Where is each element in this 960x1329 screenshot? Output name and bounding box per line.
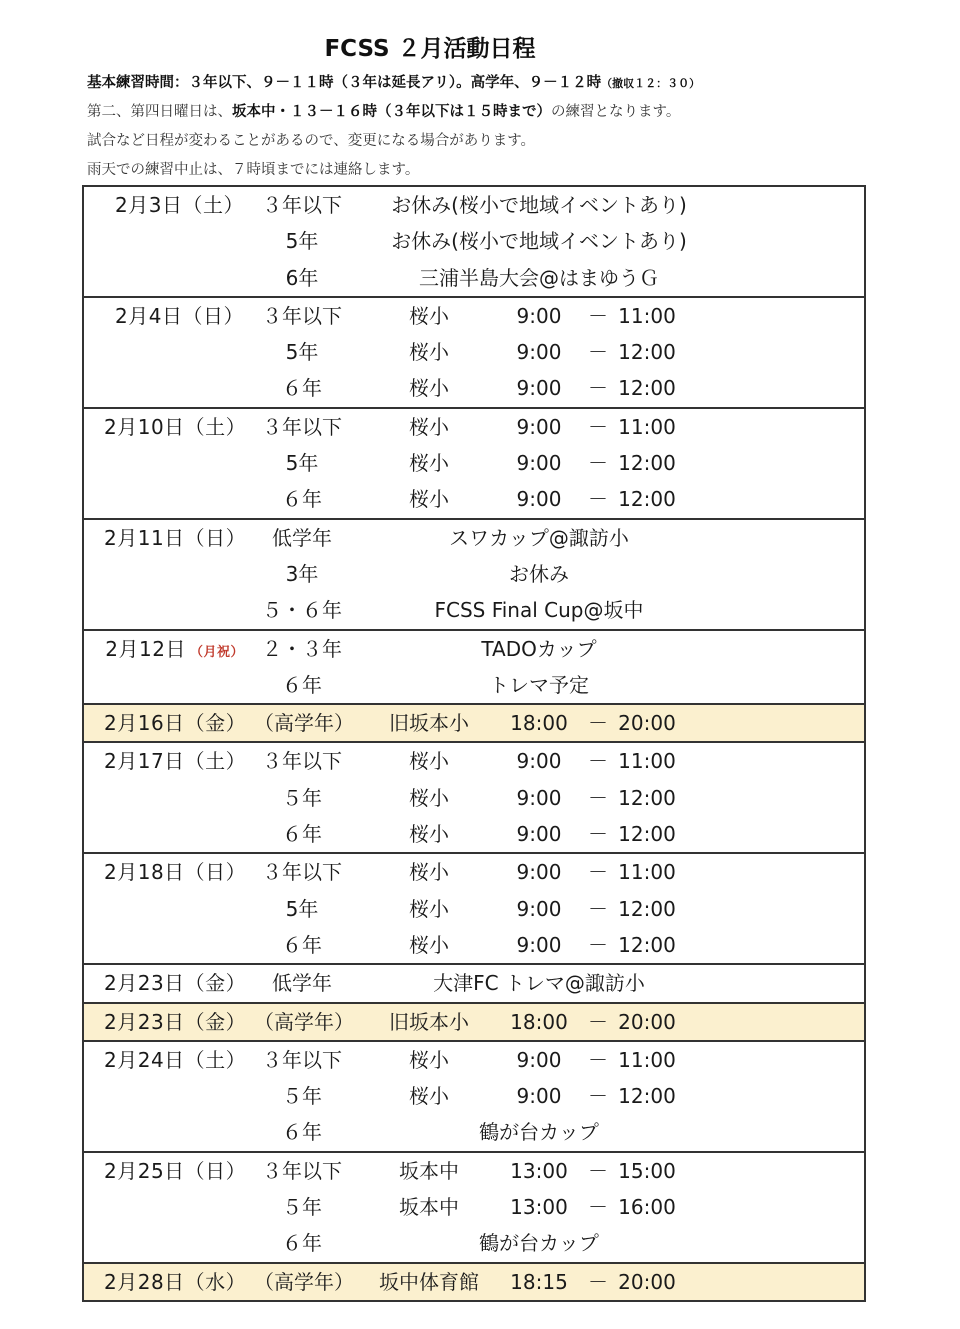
schedule-venue: 桜小 (409, 749, 449, 774)
schedule-end-time: 12:00 (618, 932, 676, 957)
schedule-event: FCSS Final Cup@坂中 (434, 598, 644, 623)
schedule-start-time: 9:00 (516, 860, 562, 885)
schedule-start-time: 9:00 (516, 932, 562, 957)
schedule-event: お休み(桜小で地域イベントあり) (391, 193, 687, 217)
schedule-time-dash: － (588, 1269, 608, 1294)
schedule-date-text: 2月23日（金） (104, 1009, 247, 1034)
schedule-time-dash: － (588, 785, 608, 810)
schedule-date (104, 1157, 247, 1185)
schedule-grade: ５年 (282, 785, 322, 810)
schedule-grade: ５年 (282, 1084, 322, 1109)
schedule-start-time: 9:00 (516, 1047, 562, 1072)
schedule-start-time: 9:00 (516, 376, 562, 401)
schedule-end-time: 12:00 (618, 1084, 676, 1109)
schedule-grade: ３年以下 (262, 303, 342, 328)
schedule-row (84, 187, 864, 223)
schedule-date-text: 2月16日（金） (104, 711, 247, 736)
schedule-row (84, 370, 864, 406)
schedule-table (82, 185, 866, 1302)
schedule-venue: 桜小 (409, 340, 449, 365)
schedule-event: お休み(桜小で地域イベントあり) (391, 229, 687, 254)
schedule-start-time: 9:00 (516, 749, 562, 774)
schedule-start-time: 18:00 (510, 1009, 568, 1034)
schedule-block (84, 854, 864, 965)
schedule-start-time: 9:00 (516, 451, 562, 476)
schedule-venue: 桜小 (409, 451, 449, 476)
schedule-start-time: 9:00 (516, 303, 562, 328)
schedule-grade: ５年 (282, 1195, 322, 1220)
schedule-date (104, 302, 244, 330)
schedule-venue: 桜小 (409, 785, 449, 810)
schedule-venue: 桜小 (409, 1047, 449, 1072)
schedule-time-dash: － (588, 1047, 608, 1072)
schedule-time-dash: － (588, 487, 608, 512)
schedule-end-time: 20:00 (618, 1009, 676, 1034)
schedule-row (84, 260, 864, 296)
schedule-date-text: 2月3日（土） (115, 193, 244, 217)
schedule-grade: ６年 (282, 1231, 322, 1256)
note-basic-hours-text: 基本練習時間：３年以下、９－１１時（３年は延長アリ）。高学年、９－１２時 (87, 75, 602, 91)
schedule-time-dash: － (588, 451, 608, 476)
schedule-row (84, 667, 864, 703)
schedule-end-time: 12:00 (618, 487, 676, 512)
schedule-time-dash: － (588, 896, 608, 921)
schedule-end-time: 12:00 (618, 822, 676, 847)
schedule-row (84, 631, 864, 667)
schedule-grade: 低学年 (272, 971, 332, 996)
schedule-grade: 3年 (285, 561, 319, 586)
schedule-venue: 桜小 (409, 860, 449, 885)
schedule-row (84, 1042, 864, 1078)
schedule-start-time: 13:00 (510, 1195, 568, 1220)
schedule-start-time: 9:00 (516, 414, 562, 439)
schedule-event: 三浦半島大会@はまゆうＧ (419, 265, 659, 290)
schedule-time-dash: － (588, 1195, 608, 1220)
note-sunday-detail: 坂本中・１３－１６時（３年以下は１５時まで） (232, 104, 551, 120)
schedule-start-time: 9:00 (516, 340, 562, 365)
schedule-grade: 5年 (285, 229, 319, 254)
page-title: FCSS ２月活動日程 (324, 36, 536, 62)
schedule-block-highlighted (84, 705, 864, 743)
schedule-date-text: 2月28日（水） (104, 1269, 247, 1294)
schedule-end-time: 12:00 (618, 340, 676, 365)
schedule-grade: ２・３年 (262, 636, 342, 661)
schedule-date-text: 2月12日 (105, 636, 186, 661)
schedule-end-time: 11:00 (618, 414, 676, 439)
schedule-end-time: 12:00 (618, 896, 676, 921)
note-sunday-practice (87, 102, 680, 122)
schedule-row (84, 409, 864, 445)
schedule-start-time: 9:00 (516, 822, 562, 847)
schedule-venue: 桜小 (409, 376, 449, 401)
schedule-end-time: 11:00 (618, 860, 676, 885)
schedule-grade: ３年以下 (262, 414, 342, 439)
schedule-grade: 5年 (285, 340, 319, 365)
schedule-time-dash: － (588, 414, 608, 439)
schedule-row (84, 481, 864, 517)
schedule-block (84, 409, 864, 520)
schedule-row (84, 780, 864, 816)
schedule-block (84, 298, 864, 409)
schedule-venue: 桜小 (409, 303, 449, 328)
schedule-grade: ５・６年 (262, 598, 342, 623)
schedule-venue: 坂中体育館 (379, 1269, 479, 1294)
schedule-event: TADOカップ (481, 636, 597, 661)
schedule-grade: 5年 (285, 451, 319, 476)
schedule-end-time: 16:00 (618, 1195, 676, 1220)
schedule-start-time: 18:15 (510, 1269, 568, 1294)
schedule-block-highlighted (84, 1264, 864, 1302)
schedule-block (84, 520, 864, 631)
schedule-row (84, 223, 864, 259)
schedule-row (84, 1264, 864, 1300)
schedule-event: 鶴が台カップ (479, 1120, 599, 1145)
schedule-venue: 桜小 (409, 822, 449, 847)
schedule-date (104, 413, 247, 441)
schedule-date (104, 635, 244, 667)
schedule-end-time: 11:00 (618, 749, 676, 774)
schedule-date (104, 191, 244, 219)
schedule-grade: ６年 (282, 376, 322, 401)
schedule-date-text: 2月24日（土） (104, 1047, 247, 1072)
schedule-row (84, 1153, 864, 1189)
schedule-row (84, 298, 864, 334)
schedule-row (84, 816, 864, 852)
schedule-date (104, 858, 247, 886)
schedule-event: 鶴が台カップ (479, 1231, 599, 1256)
schedule-date (104, 524, 247, 552)
schedule-start-time: 9:00 (516, 1084, 562, 1109)
schedule-event: トレマ予定 (489, 672, 589, 697)
schedule-row (84, 445, 864, 481)
schedule-end-time: 15:00 (618, 1158, 676, 1183)
schedule-row (84, 854, 864, 890)
note-schedule-change: 試合など日程が変わることがあるので、変更になる場合があります。 (87, 133, 536, 149)
schedule-date (104, 1008, 247, 1036)
schedule-start-time: 9:00 (516, 785, 562, 810)
schedule-block (84, 965, 864, 1003)
schedule-date (104, 1046, 247, 1074)
schedule-row (84, 1114, 864, 1150)
schedule-grade: （高学年） (254, 1009, 354, 1034)
schedule-grade: ３年以下 (262, 1158, 342, 1183)
schedule-row (84, 743, 864, 779)
schedule-grade: ６年 (282, 822, 322, 847)
schedule-date-text: 2月25日（日） (104, 1158, 247, 1183)
schedule-start-time: 13:00 (510, 1158, 568, 1183)
schedule-row (84, 1225, 864, 1261)
schedule-date (104, 709, 247, 737)
schedule-date-text: 2月10日（土） (104, 414, 247, 439)
schedule-time-dash: － (588, 711, 608, 736)
schedule-end-time: 11:00 (618, 1047, 676, 1072)
schedule-venue: 桜小 (409, 1084, 449, 1109)
schedule-grade: ６年 (282, 932, 322, 957)
schedule-venue: 桜小 (409, 487, 449, 512)
schedule-venue: 旧坂本小 (389, 1009, 469, 1034)
schedule-row (84, 334, 864, 370)
schedule-date-text: 2月11日（日） (104, 525, 247, 550)
schedule-end-time: 12:00 (618, 376, 676, 401)
schedule-grade: （高学年） (254, 1269, 354, 1294)
schedule-row (84, 891, 864, 927)
schedule-date (104, 969, 247, 997)
schedule-time-dash: － (588, 376, 608, 401)
schedule-start-time: 9:00 (516, 896, 562, 921)
schedule-time-dash: － (588, 1158, 608, 1183)
schedule-end-time: 20:00 (618, 711, 676, 736)
schedule-event: スワカップ@諏訪小 (449, 525, 629, 550)
schedule-row (84, 1189, 864, 1225)
schedule-row (84, 556, 864, 592)
schedule-date-text: 2月23日（金） (104, 971, 247, 996)
schedule-grade: ３年以下 (262, 1047, 342, 1072)
schedule-row (84, 592, 864, 628)
schedule-block-highlighted (84, 1004, 864, 1042)
schedule-time-dash: － (588, 860, 608, 885)
schedule-end-time: 20:00 (618, 1269, 676, 1294)
schedule-time-dash: － (588, 822, 608, 847)
schedule-end-time: 12:00 (618, 785, 676, 810)
schedule-venue: 桜小 (409, 414, 449, 439)
schedule-time-dash: － (588, 303, 608, 328)
schedule-start-time: 18:00 (510, 711, 568, 736)
schedule-block (84, 743, 864, 854)
schedule-date-text: 2月4日（日） (115, 303, 244, 328)
schedule-grade: ６年 (282, 672, 322, 697)
note-rain-cancel: 雨天での練習中止は、７時頃までには連絡します。 (87, 162, 420, 178)
schedule-grade: ３年以下 (262, 749, 342, 774)
schedule-block (84, 1153, 864, 1264)
schedule-grade: ６年 (282, 487, 322, 512)
schedule-venue: 桜小 (409, 896, 449, 921)
schedule-time-dash: － (588, 749, 608, 774)
schedule-date-text: 2月18日（日） (104, 860, 247, 885)
schedule-venue: 坂本中 (399, 1195, 459, 1220)
schedule-grade: ３年以下 (262, 193, 342, 217)
schedule-end-time: 12:00 (618, 451, 676, 476)
schedule-date-text: 2月17日（土） (104, 749, 247, 774)
note-sunday-prefix: 第二、第四日曜日は、 (87, 104, 232, 120)
schedule-event: お休み (509, 561, 569, 586)
schedule-block (84, 631, 864, 706)
schedule-row (84, 1004, 864, 1040)
schedule-grade: ６年 (282, 1120, 322, 1145)
schedule-grade: （高学年） (254, 711, 354, 736)
schedule-grade: 低学年 (272, 525, 332, 550)
note-basic-hours (87, 73, 700, 94)
schedule-venue: 桜小 (409, 932, 449, 957)
schedule-row (84, 927, 864, 963)
schedule-row (84, 1078, 864, 1114)
schedule-row (84, 705, 864, 741)
schedule-grade: ３年以下 (262, 860, 342, 885)
schedule-time-dash: － (588, 1084, 608, 1109)
schedule-grade: 6年 (285, 265, 319, 290)
schedule-date (104, 747, 247, 775)
schedule-venue: 坂本中 (399, 1158, 459, 1183)
schedule-block (84, 187, 864, 298)
schedule-time-dash: － (588, 932, 608, 957)
schedule-date (104, 1268, 247, 1296)
schedule-block (84, 1042, 864, 1153)
schedule-time-dash: － (588, 340, 608, 365)
schedule-venue: 旧坂本小 (389, 711, 469, 736)
schedule-row (84, 520, 864, 556)
schedule-start-time: 9:00 (516, 487, 562, 512)
schedule-event: 大津FC トレマ@諏訪小 (433, 971, 645, 996)
holiday-label: （月祝） (189, 644, 244, 660)
note-cleanup-time: （撤収１２：３０） (601, 77, 701, 90)
schedule-grade: 5年 (285, 896, 319, 921)
schedule-end-time: 11:00 (618, 303, 676, 328)
note-sunday-suffix: の練習となります。 (551, 104, 681, 120)
schedule-time-dash: － (588, 1009, 608, 1034)
schedule-row (84, 965, 864, 1001)
